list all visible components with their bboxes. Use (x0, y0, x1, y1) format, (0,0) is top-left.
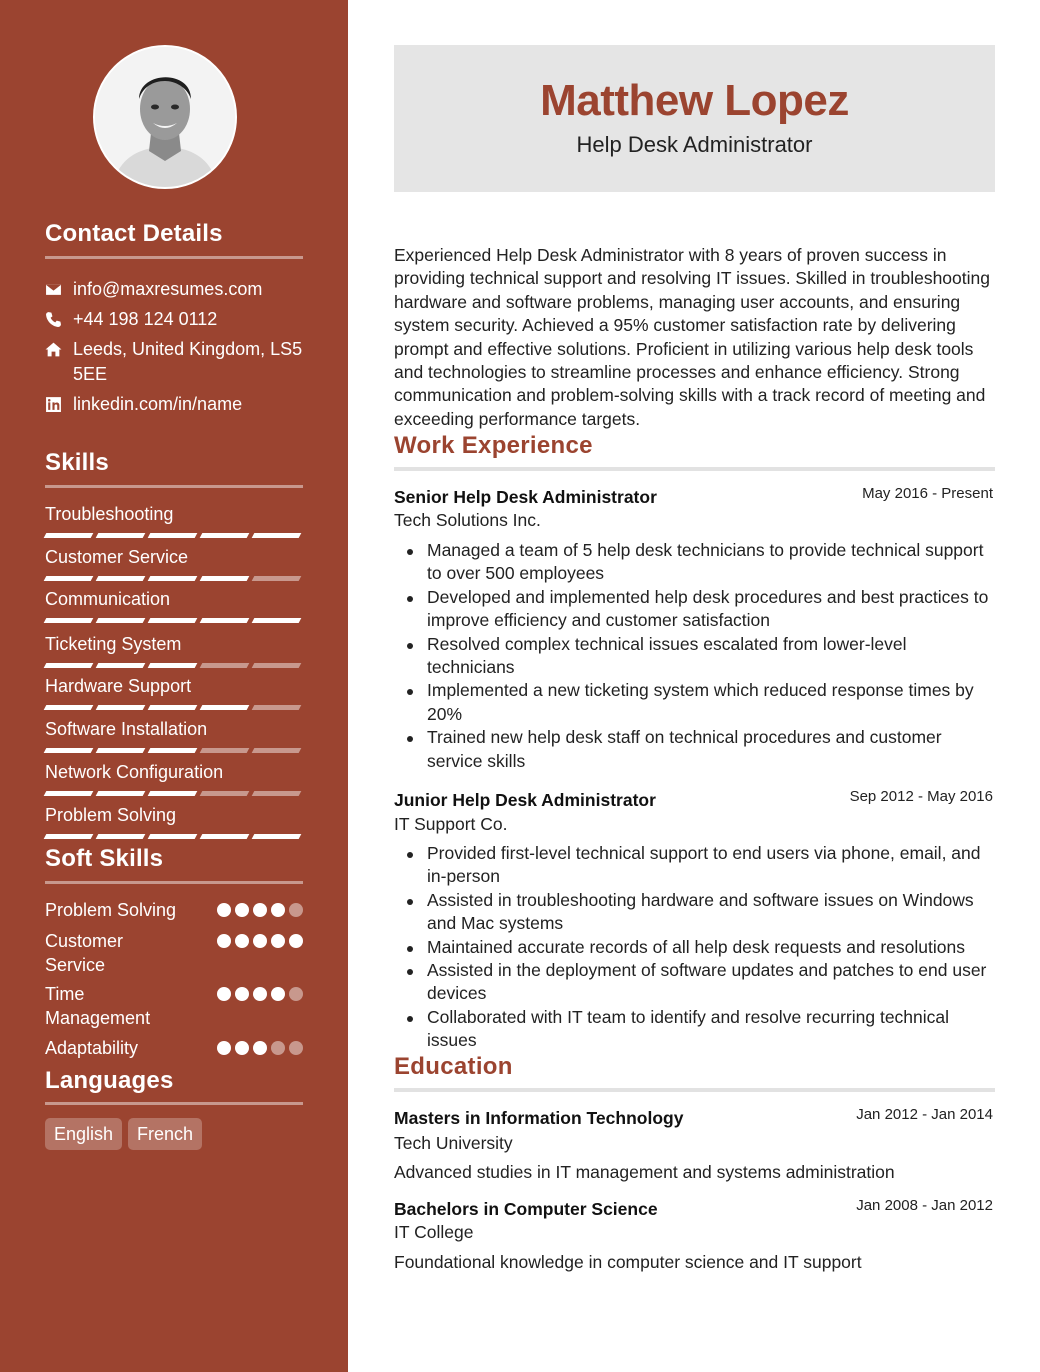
languages-divider (45, 1102, 303, 1105)
skill-name: Software Installation (45, 719, 208, 739)
rating-dot-filled (253, 1041, 267, 1055)
skill-segment-filled (44, 834, 94, 839)
skill-segment-filled (148, 748, 198, 753)
skill-name: Problem Solving (45, 805, 177, 825)
skill-name: Hardware Support (45, 676, 192, 696)
responsibility-item: Trained new help desk staff on technical procedures and customer service skills (427, 726, 997, 773)
skill-level-bar (45, 618, 303, 623)
degree-dates: Jan 2012 - Jan 2014 (856, 1106, 993, 1123)
skill-segment-empty (200, 748, 250, 753)
profile-photo (93, 45, 237, 189)
professional-summary: Experienced Help Desk Administrator with 8 years of proven success in providing technical support and resolving IT issues. Skilled in troubleshooting hardware and software problems, managing user accounts, and ensuring system security. Achieved a 95% customer satisfaction rate by delivering prompt and effective solutions. Proficient in utilizing various help desk tools and technologies to streamline processes and enhance efficiency. Strong communication and problem-solving skills with a track record of meeting and exceeding performance targets. (394, 245, 990, 429)
rating-dot-empty (289, 903, 303, 917)
skill-segment-filled (96, 705, 146, 710)
soft-skill-name: Time Management (45, 984, 151, 1028)
rating-dot-filled (271, 903, 285, 917)
school-name: Tech University (394, 1133, 513, 1153)
skill-segment-filled (96, 533, 146, 538)
rating-dot-filled (253, 934, 267, 948)
skill-level-bar (45, 576, 303, 581)
skill-segment-filled (44, 705, 94, 710)
resume-header (394, 45, 995, 192)
skill-segment-empty (252, 791, 302, 796)
responsibility-item: Implemented a new ticketing system which reduced response times by 20% (427, 679, 997, 726)
work-experience-divider (394, 467, 995, 471)
skill-segment-empty (252, 748, 302, 753)
skill-segment-filled (96, 748, 146, 753)
soft-skill-item (45, 929, 303, 977)
skill-segment-empty (200, 791, 250, 796)
skill-segment-filled (96, 576, 146, 581)
skill-segment-filled (148, 576, 198, 581)
job-dates: May 2016 - Present (862, 485, 993, 502)
soft-skill-item (45, 982, 303, 1030)
job-title: Senior Help Desk Administrator (394, 487, 657, 507)
skill-item (45, 546, 303, 581)
skill-segment-filled (148, 663, 198, 668)
contact-address-text: Leeds, United Kingdom, LS5 5EE (73, 339, 303, 384)
responsibility-item: Resolved complex technical issues escalated from lower-level technicians (427, 633, 997, 680)
responsibility-item: Assisted in troubleshooting hardware and software issues on Windows and Mac systems (427, 889, 997, 936)
skill-segment-filled (200, 618, 250, 623)
rating-dot-empty (271, 1041, 285, 1055)
rating-dot-filled (217, 934, 231, 948)
contact-linkedin[interactable] (45, 392, 303, 417)
education-divider (394, 1088, 995, 1092)
job-title: Junior Help Desk Administrator (394, 790, 656, 810)
rating-dot-filled (289, 934, 303, 948)
education-heading: Education (394, 1053, 513, 1080)
skill-segment-filled (44, 618, 94, 623)
skill-name: Troubleshooting (45, 504, 174, 524)
skill-item (45, 761, 303, 796)
school-name: IT College (394, 1222, 474, 1242)
job-dates: Sep 2012 - May 2016 (849, 788, 993, 805)
degree-description: Advanced studies in IT management and systems administration (394, 1162, 895, 1182)
responsibility-item: Managed a team of 5 help desk technicians to provide technical support to over 500 employees (427, 539, 997, 586)
skill-segment-filled (252, 533, 302, 538)
soft-skill-rating (217, 1036, 303, 1060)
soft-skill-rating (217, 982, 303, 1030)
skill-segment-filled (200, 533, 250, 538)
soft-skill-rating (217, 898, 303, 922)
responsibility-item: Developed and implemented help desk procedures and best practices to improve efficiency and customer satisfaction (427, 586, 997, 633)
skill-name: Ticketing System (45, 634, 182, 654)
home-icon (45, 337, 73, 362)
job-company: IT Support Co. (394, 814, 508, 834)
rating-dot-filled (253, 987, 267, 1001)
skill-level-bar (45, 834, 303, 839)
envelope-icon (45, 277, 73, 302)
skill-name: Network Configuration (45, 762, 224, 782)
responsibility-item: Assisted in the deployment of software updates and patches to end user devices (427, 959, 997, 1006)
soft-skills-divider (45, 881, 303, 884)
rating-dot-filled (271, 934, 285, 948)
job-responsibilities (427, 539, 997, 773)
phone-icon (45, 307, 73, 332)
skill-segment-filled (252, 618, 302, 623)
skill-segment-empty (252, 663, 302, 668)
skill-segment-filled (96, 618, 146, 623)
skill-segment-filled (200, 576, 250, 581)
rating-dot-filled (217, 1041, 231, 1055)
job-company: Tech Solutions Inc. (394, 510, 541, 530)
skills-divider (45, 485, 303, 488)
skill-segment-filled (44, 533, 94, 538)
rating-dot-filled (271, 987, 285, 1001)
responsibility-item: Provided first-level technical support to end users via phone, email, and in-person (427, 842, 997, 889)
contact-phone[interactable] (45, 307, 303, 332)
soft-skill-name: Customer Service (45, 931, 124, 975)
contact-email[interactable] (45, 277, 303, 302)
skill-level-bar (45, 705, 303, 710)
skill-segment-filled (96, 834, 146, 839)
soft-skill-rating (217, 929, 303, 977)
skill-segment-filled (44, 663, 94, 668)
skill-level-bar (45, 791, 303, 796)
rating-dot-filled (235, 934, 249, 948)
job-responsibilities (427, 842, 997, 1053)
contact-email-text: info@maxresumes.com (73, 279, 263, 299)
contact-divider (45, 256, 303, 259)
skill-segment-filled (96, 791, 146, 796)
soft-skill-item (45, 1036, 303, 1060)
skill-item (45, 718, 303, 753)
soft-skill-name: Problem Solving (45, 900, 177, 920)
languages-heading: Languages (45, 1067, 174, 1094)
rating-dot-filled (217, 903, 231, 917)
rating-dot-filled (235, 987, 249, 1001)
skill-segment-empty (252, 705, 302, 710)
skill-level-bar (45, 533, 303, 538)
skill-segment-filled (148, 618, 198, 623)
contact-linkedin-text: linkedin.com/in/name (73, 394, 243, 414)
contact-address (45, 337, 303, 387)
skill-segment-filled (148, 791, 198, 796)
skill-segment-empty (252, 576, 302, 581)
rating-dot-filled (235, 1041, 249, 1055)
degree-title: Masters in Information Technology (394, 1108, 684, 1128)
soft-skill-name: Adaptability (45, 1038, 139, 1058)
skill-segment-filled (44, 576, 94, 581)
responsibility-item: Collaborated with IT team to identify and resolve recurring technical issues (427, 1006, 997, 1053)
skill-item (45, 633, 303, 668)
soft-skill-item (45, 898, 303, 922)
contact-phone-text: +44 198 124 0112 (73, 309, 218, 329)
skill-segment-filled (44, 791, 94, 796)
skills-heading: Skills (45, 449, 109, 476)
skill-name: Customer Service (45, 547, 189, 567)
skill-item (45, 588, 303, 623)
skill-segment-filled (148, 533, 198, 538)
language-tag-english: English (45, 1118, 122, 1150)
skill-segment-filled (44, 748, 94, 753)
responsibility-item: Maintained accurate records of all help desk requests and resolutions (427, 936, 997, 959)
person-photo-icon (95, 47, 235, 187)
skill-level-bar (45, 663, 303, 668)
degree-description: Foundational knowledge in computer science and IT support (394, 1252, 862, 1272)
skill-item (45, 503, 303, 538)
skill-item (45, 804, 303, 839)
skill-segment-filled (252, 834, 302, 839)
skill-item (45, 675, 303, 710)
language-list (45, 1118, 202, 1150)
linkedin-icon (45, 392, 73, 417)
skill-segment-filled (200, 705, 250, 710)
language-tag-french: French (128, 1118, 202, 1150)
candidate-title: Help Desk Administrator (576, 132, 813, 157)
degree-dates: Jan 2008 - Jan 2012 (856, 1197, 993, 1214)
rating-dot-empty (289, 1041, 303, 1055)
soft-skills-heading: Soft Skills (45, 845, 164, 872)
work-experience-heading: Work Experience (394, 432, 593, 459)
rating-dot-filled (253, 903, 267, 917)
rating-dot-empty (289, 987, 303, 1001)
sidebar (0, 0, 348, 1372)
rating-dot-filled (217, 987, 231, 1001)
contact-heading: Contact Details (45, 220, 223, 247)
skill-name: Communication (45, 589, 171, 609)
rating-dot-filled (235, 903, 249, 917)
skill-segment-filled (96, 663, 146, 668)
skill-segment-filled (200, 834, 250, 839)
skill-level-bar (45, 748, 303, 753)
skill-segment-empty (200, 663, 250, 668)
skill-segment-filled (148, 834, 198, 839)
degree-title: Bachelors in Computer Science (394, 1199, 658, 1219)
skill-segment-filled (148, 705, 198, 710)
candidate-name: Matthew Lopez (540, 76, 849, 125)
